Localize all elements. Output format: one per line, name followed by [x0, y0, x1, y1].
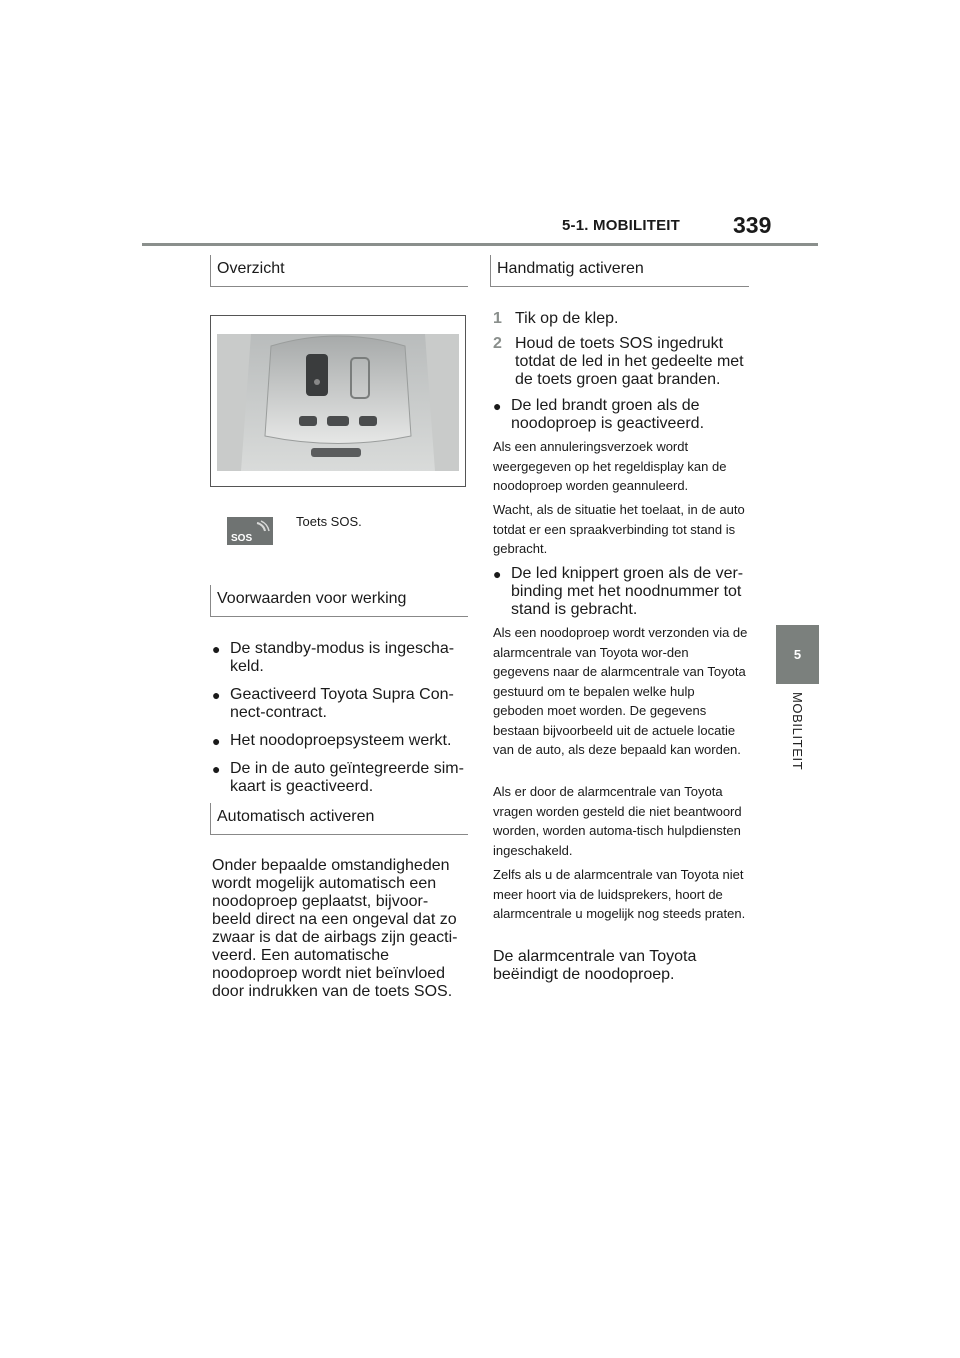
list-item	[493, 397, 748, 433]
step-item	[493, 335, 748, 389]
note-cancel: Als een annuleringsverzoek wordt weergegeven op het regeldisplay kan de noodoproep worden geannuleerd.	[493, 439, 727, 493]
condition-text: De standby-modus is ingescha- keld.	[230, 640, 455, 675]
step-text: Houd de toets SOS ingedrukt totdat de led in het gedeelte met de toets groen gaat branden.	[515, 335, 744, 388]
sos-button-icon	[227, 517, 273, 545]
led-blink-list	[493, 565, 748, 629]
step-number: 1	[493, 310, 502, 327]
list-item	[493, 565, 748, 619]
list-item	[212, 686, 470, 722]
step-text: Tik op de klep.	[515, 310, 619, 327]
list-item	[212, 732, 470, 750]
note-wait: Wacht, als de situatie het toelaat, in de auto totdat er een spraakverbinding tot stand is gebracht.	[493, 502, 745, 556]
note-no-answer: Als er door de alarmcentrale van Toyota vragen worden gesteld die niet beantwoord worden, worden automa-tisch hulpdiensten ingeschakeld.	[493, 784, 742, 858]
closing-text: De alarmcentrale van Toyota beëindigt de noodoproep.	[493, 948, 697, 983]
chapter-tab: 5	[776, 625, 819, 684]
list-item	[212, 760, 470, 796]
auto-activation-heading: Automatisch activeren	[210, 803, 468, 835]
overhead-console-illustration	[211, 316, 465, 486]
note-speakers: Zelfs als u de alarmcentrale van Toyota niet meer hoort via de luidsprekers, hoort de alarmcentrale u mogelijk nog steeds praten.	[493, 867, 746, 921]
step-item	[493, 310, 748, 328]
conditions-list	[212, 640, 470, 806]
chapter-tab-label: MOBILITEIT	[790, 692, 805, 771]
header-divider	[142, 243, 818, 246]
auto-activation-text: Onder bepaalde omstandigheden wordt mogelijk automatisch een noodoproep geplaatst, bijvoor-beeld direct na een ongeval dat zo zwaar is dat de airbags zijn geacti-veerd. Een automatische noodoproep wordt niet beïnvloed door indrukken van de toets SOS.	[212, 857, 458, 1000]
condition-text: Geactiveerd Toyota Supra Con- nect-contract.	[230, 686, 454, 721]
steps-list	[493, 310, 748, 396]
manual-activation-heading: Handmatig activeren	[490, 255, 749, 287]
condition-text: De in de auto geïntegreerde sim- kaart is geactiveerd.	[230, 760, 464, 795]
conditions-heading: Voorwaarden voor werking	[210, 585, 468, 617]
note-data-sent: Als een noodoproep wordt verzonden via de alarmcentrale van Toyota wor-den gegevens naar de alarmcentrale van Toyota gestuurd om te bepalen welke hulp geboden moet worden. De gegevens bestaan bijvoorbeeld uit de actuele locatie van de auto, als deze bepaald kan worden.	[493, 625, 748, 757]
icon-caption: Toets SOS.	[296, 514, 362, 529]
overhead-console-photo	[210, 315, 466, 487]
bullet-text: De led brandt groen als de noodoproep is geactiveerd.	[511, 397, 705, 432]
section-title: 5-1. MOBILITEIT	[562, 217, 681, 234]
step-number: 2	[493, 335, 502, 352]
sos-icon-label: SOS	[231, 533, 253, 544]
condition-text: Het noodoproepsysteem werkt.	[230, 732, 452, 749]
bullet-text: De led knippert groen als de ver-binding met het noodnummer tot stand is gebracht.	[511, 565, 744, 618]
page-number: 339	[733, 212, 772, 238]
overview-heading: Overzicht	[210, 255, 468, 287]
list-item	[212, 640, 470, 676]
